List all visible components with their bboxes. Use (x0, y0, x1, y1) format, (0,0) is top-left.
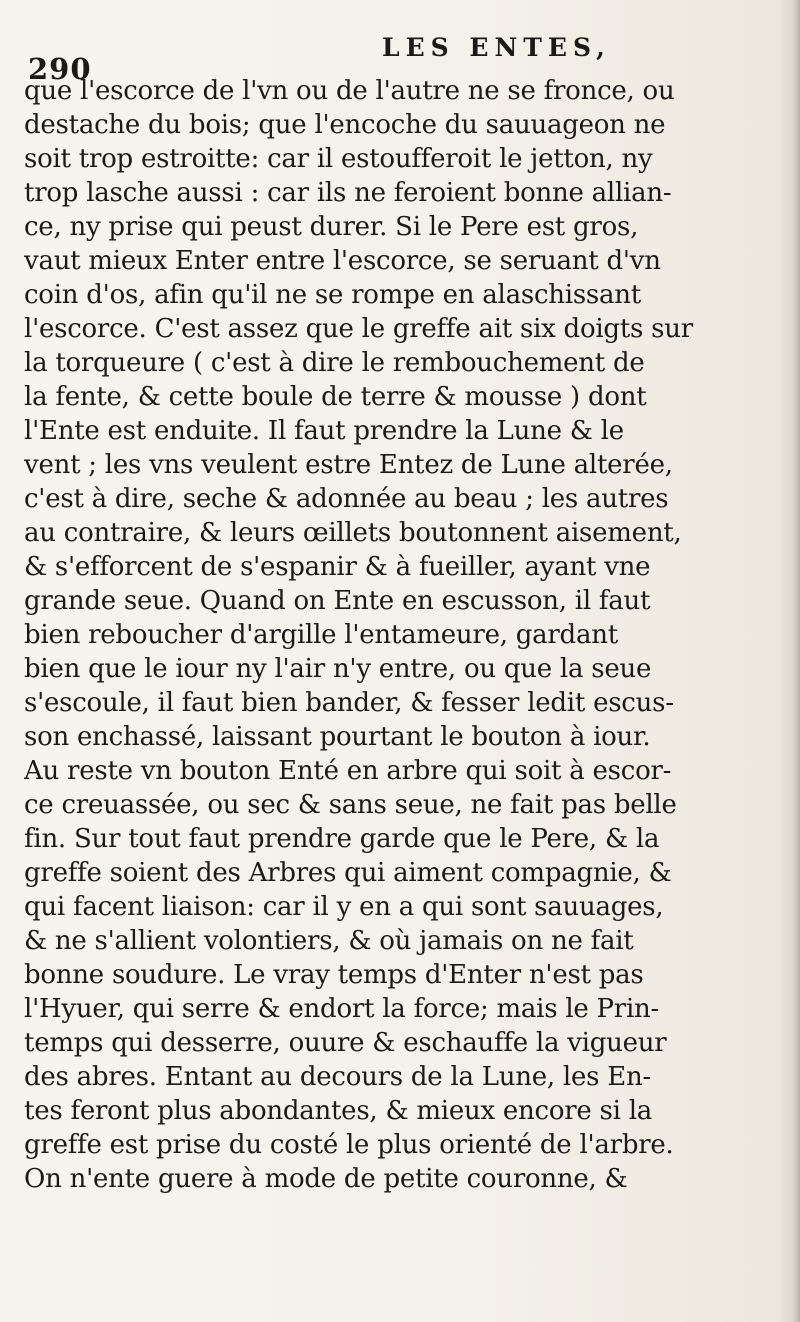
text-line: soit trop estroitte: car il estoufferoit le jetton, ny (24, 144, 653, 174)
text-line: vent ; les vns veulent estre Entez de Lune alterée, (24, 450, 673, 480)
page-header (0, 30, 760, 86)
text-line: greffe soient des Arbres qui aiment compagnie, & (24, 858, 672, 888)
text-line: ce creuassée, ou sec & sans seue, ne fait pas belle (24, 790, 677, 820)
text-line: grande seue. Quand on Ente en escusson, il faut (24, 586, 651, 616)
text-line: au contraire, & leurs œillets boutonnent aisement, (24, 518, 682, 548)
text-line: & s'efforcent de s'espanir & à fueiller, ayant vne (24, 552, 651, 582)
text-line: bonne soudure. Le vray temps d'Enter n'est pas (24, 960, 644, 990)
text-line: l'escorce. C'est assez que le greffe ait six doigts sur (24, 314, 693, 344)
text-line: qui facent liaison: car il y en a qui sont sauuages, (24, 892, 664, 922)
text-line: son enchassé, laissant pourtant le bouton à iour. (24, 722, 651, 752)
page-edge-shadow (778, 0, 800, 1322)
text-line: l'Ente est enduite. Il faut prendre la Lune & le (24, 416, 624, 446)
body-text (24, 74, 772, 1196)
text-line: & ne s'allient volontiers, & où jamais on ne fait (24, 926, 634, 956)
text-line: coin d'os, afin qu'il ne se rompe en alaschissant (24, 280, 641, 310)
text-line: tes feront plus abondantes, & mieux encore si la (24, 1096, 653, 1126)
running-head: LES ENTES, (382, 33, 611, 62)
text-line: fin. Sur tout faut prendre garde que le Pere, & la (24, 824, 660, 854)
text-line: temps qui desserre, ouure & eschauffe la vigueur (24, 1028, 667, 1058)
text-line: l'Hyuer, qui serre & endort la force; mais le Prin- (24, 994, 660, 1024)
text-line: trop lasche aussi : car ils ne feroient bonne allian- (24, 178, 672, 208)
text-line: des abres. Entant au decours de la Lune, les En- (24, 1062, 652, 1092)
text-line: bien reboucher d'argille l'entameure, gardant (24, 620, 618, 650)
text-line: destache du bois; que l'encoche du sauuageon ne (24, 110, 666, 140)
text-line: vaut mieux Enter entre l'escorce, se seruant d'vn (24, 246, 661, 276)
text-line: la torqueure ( c'est à dire le rembouchement de (24, 348, 645, 378)
text-line: la fente, & cette boule de terre & mousse ) dont (24, 382, 647, 412)
text-line: c'est à dire, seche & adonnée au beau ; les autres (24, 484, 669, 514)
text-line: Au reste vn bouton Enté en arbre qui soit à escor- (24, 756, 672, 786)
text-line: ce, ny prise qui peust durer. Si le Pere est gros, (24, 212, 639, 242)
text-line: On n'ente guere à mode de petite couronne, & (24, 1164, 628, 1194)
text-line: s'escoule, il faut bien bander, & fesser ledit escus- (24, 688, 674, 718)
page-number: 290 (28, 52, 92, 86)
text-line: que l'escorce de l'vn ou de l'autre ne se fronce, ou (24, 76, 675, 106)
text-line: greffe est prise du costé le plus orienté de l'arbre. (24, 1130, 674, 1160)
text-line: bien que le iour ny l'air n'y entre, ou que la seue (24, 654, 652, 684)
